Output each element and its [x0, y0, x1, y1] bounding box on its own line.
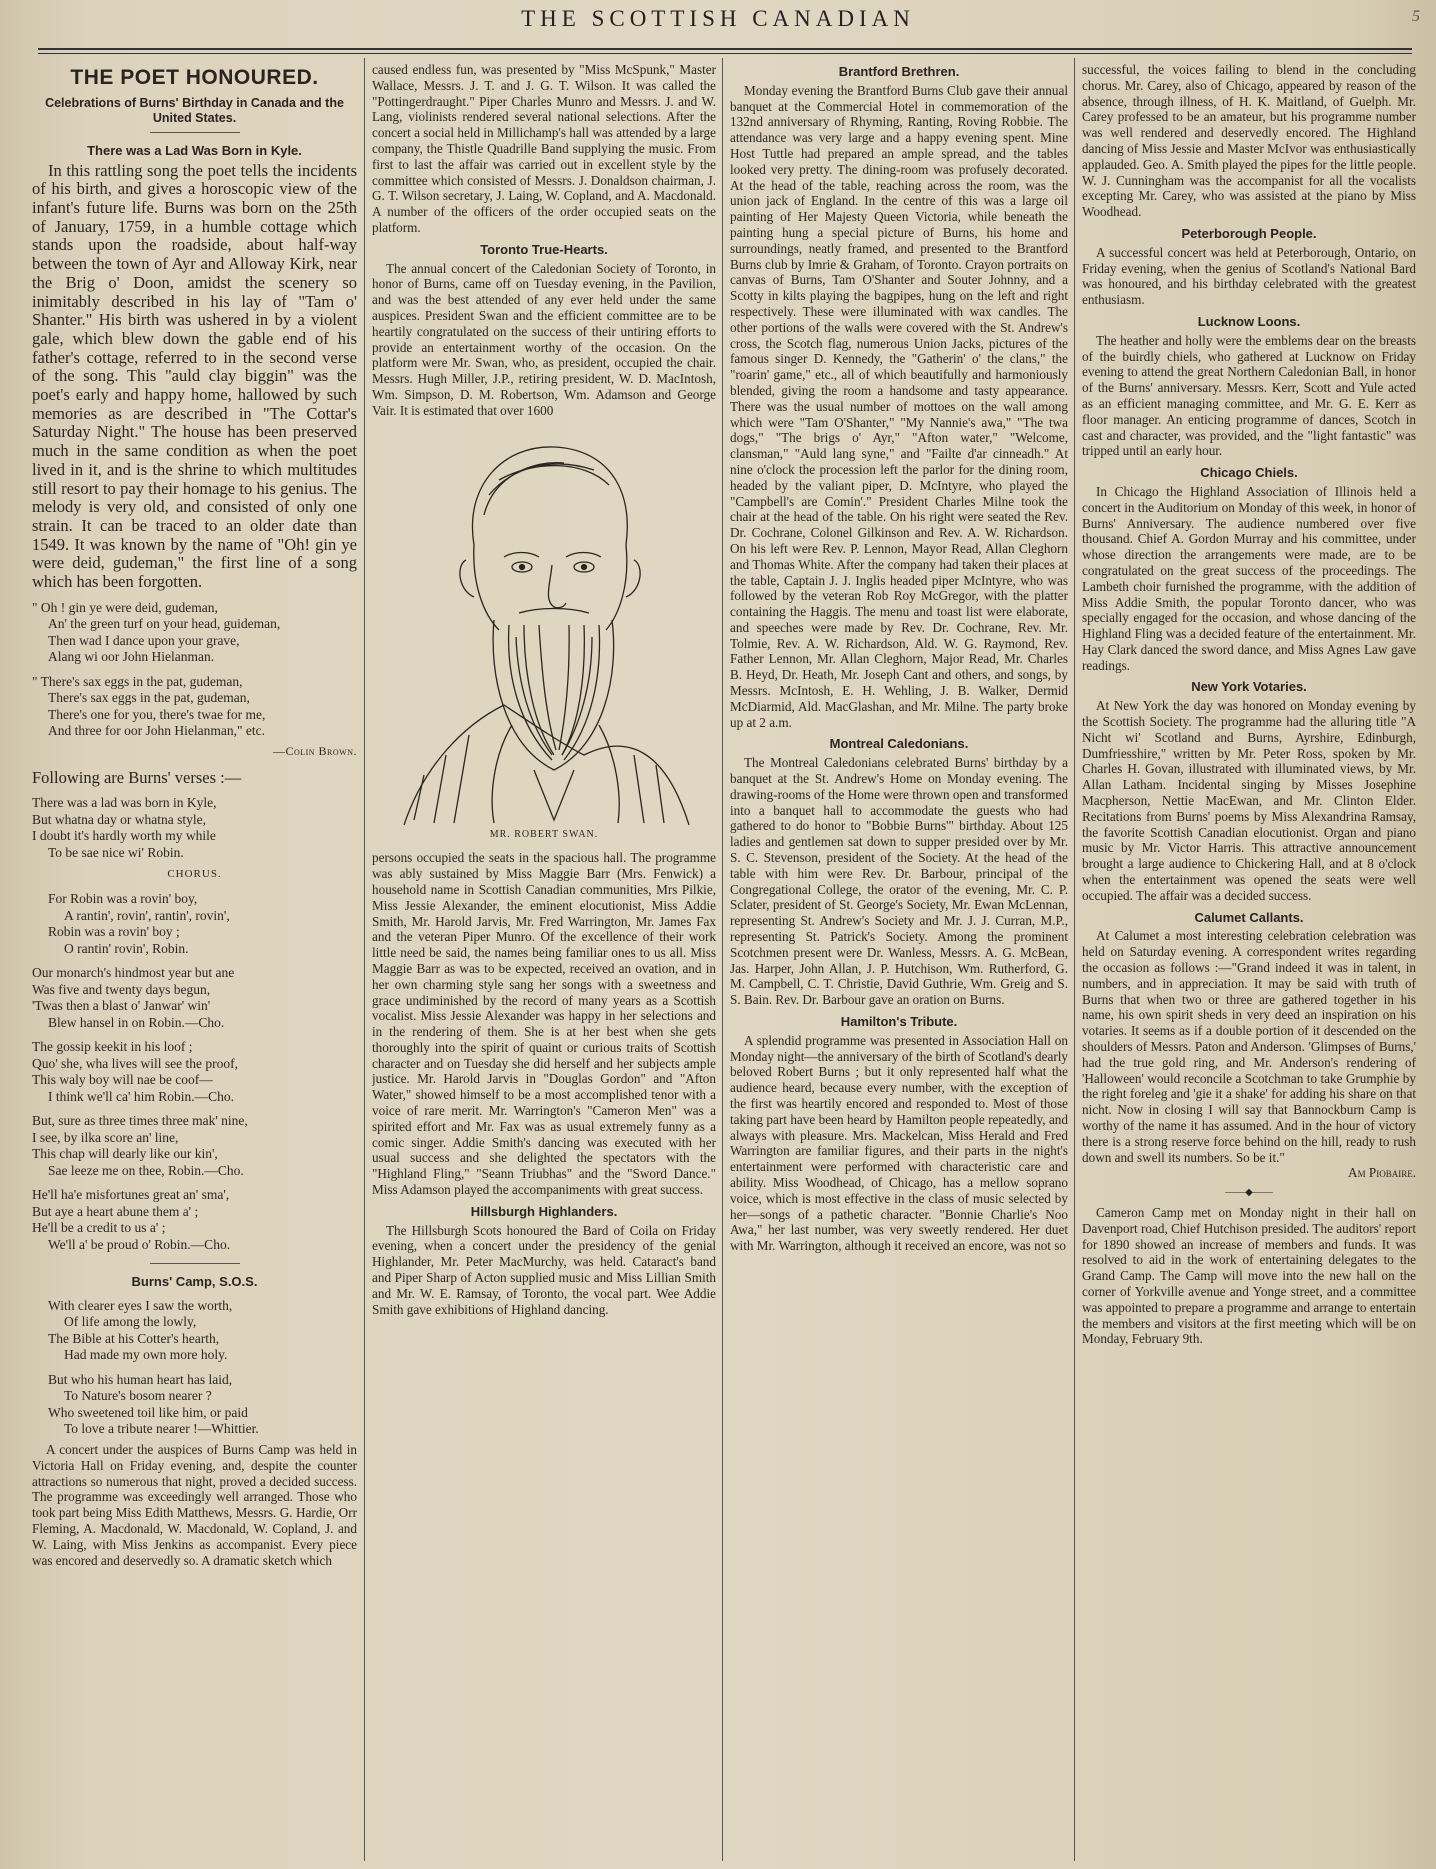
- column-rule: [364, 58, 365, 1861]
- article-paragraph: A successful concert was held at Peterborough, Ontario, on Friday evening, when the genius of Scotland's National Bard was honoured, and his birthday celebrated with the greatest enthusiasm.: [1082, 244, 1416, 308]
- section-heading: Chicago Chiels.: [1200, 465, 1298, 481]
- poem-stanza: The gossip keekit in his loof ; Quo' she, wha lives will see the proof, This waly boy will nae be coof— I think we'll ca' him Robin.—Cho.: [32, 1039, 239, 1104]
- column-3: [730, 62, 1068, 1861]
- section-heading: Lucknow Loons.: [1197, 313, 1301, 329]
- verse-attribution: —Colin Brown.: [272, 743, 357, 758]
- page-number: 5: [1412, 8, 1420, 25]
- article-paragraph: The heather and holly were the emblems dear on the breasts of the buirdly chiels, who gathered at Lucknow on Friday evening to attend the great Northern Caledonian Ball, in honor of the Burns' anniversary. Messrs. Kerr, Scott and Yule acted as an efficient managing committee, and Mr. G. E. Kerr as floor manager. An enticing programme of dances, Scotch in cast and character, was provided, and the "light fantastic" was tripped until an early hour.: [1082, 332, 1416, 459]
- article-paragraph: A concert under the auspices of Burns Camp was held in Victoria Hall on Friday evening, and, despite the counter attractions so numerous that night, proved a decided success. The programme was exceedingly well arranged. Those who took part being Miss Edith Matthews, Messrs. G. Hardie, Orr Fleming, A. Macdonald, W. Macdonald, W. Copland, J. and W. Laing, with Miss Jenkins as accompanist. Every piece was encored and deservedly so. A dramatic sketch which: [32, 1441, 357, 1568]
- correspondent-signoff: Am Piobaire.: [1348, 1165, 1416, 1181]
- article-paragraph: In Chicago the Highland Association of Illinois held a concert in the Auditorium on Monday of this week, in honor of Burns' Anniversary. The audience numbered over five thousand. Chief A. Gordon Murray and his committee, under whose direction the arrangements were made, are to be congratulated on the great success of the proceedings. The Lambeth choir furnished the programme, with the addition of Miss Addie Smith, the popular Toronto dancer, who was specially engaged for the occasion, and whose dancing of the Highland Fling was a decided feature of the entertainment. Mr. Hay Clark danced the sword dance, and Miss Agnes Law gave readings.: [1082, 483, 1416, 673]
- article-paragraph: persons occupied the seats in the spacious hall. The programme was ably sustained by Miss Maggie Barr (Mrs. Fenwick) a household name in Scottish Canadian communities, Mrs Pilkie, Miss Jessie Alexander, the eminent elocutionist, Miss Addie Smith, Mr. Harold Jarvis, Mr. Fred Warrington, Mr. James Fax and the veteran Piper Munro. Of the excellence of their work little need be said, the names being familiar ones to us all. Miss Maggie Barr as was to be expected, received an ovation, and in her own charming style sang her songs with a sweetness and grace undiminished by the record of many years as a Scottish vocalist. Miss Jessie Alexander was happy in her selections and in the rendering of them. She is at her best when she gets thoroughly into the spirit of quaint or curious traits of Scottish character and on Tuesday she did herself and her subjects ample justice. Mr. Harold Jarvis in "Douglas Gordon" and "Afton Water," showed himself to be a most accomplished tenor with a voice of rare merit. Mr. Warrington's "Cameron Men" was a spirited effort and Mr. Fax was as usual extremely funny as a comic singer. Addie Smith's dancing was executed with her usual success and she delighted the spectators with the "Highland Fling," "Seann Triubhas" and the "Sword Dance." Miss Adamson played the accompaniments with great success.: [372, 850, 716, 1198]
- column-rule: [1074, 58, 1075, 1861]
- column-1: [32, 62, 357, 1861]
- whittier-stanza: With clearer eyes I saw the worth, Of life among the lowly, The Bible at his Cotter's hearth, Had made my own more holy.: [48, 1297, 233, 1363]
- column-rule: [722, 58, 723, 1861]
- portrait-caption: MR. ROBERT SWAN.: [489, 828, 599, 840]
- section-heading: Hamilton's Tribute.: [840, 1014, 958, 1030]
- section-divider: [150, 1263, 240, 1264]
- poem-stanza: Our monarch's hindmost year but ane Was five and twenty days begun, 'Twas then a blast o' Janwar' win' Blew hansel in on Robin.—Cho.: [32, 965, 235, 1030]
- column-2: [372, 62, 716, 1861]
- article-paragraph: A splendid programme was presented in Association Hall on Monday night—the anniversary of the birth of Scotland's dearly beloved Robert Burns ; but it only represented half what the audience heard, because every number, with the exception of the first was heartily encored and responded to. Most of those taking part have been heard by Hamilton people repeatedly, and always with pleasure. Mrs. Mackelcan, Miss Herald and Fred Warrington are familiar figures, and their parts in the night's entertainment were performed with characteristic care and ability. Miss Woodhead, of Chicago, has a mellow soprano voice, which is most effective in the class of music selected by her—songs of a pathetic character. "Bonnie Charlie's Noo Awa," her last number, was very sweetly rendered. Her duet with Mr. Warrington, although it received an encore, was not so: [730, 1032, 1068, 1254]
- article-paragraph: caused endless fun, was presented by "Miss McSpunk," Master Wallace, Messrs. J. T. and J. G. T. Wilson. It was called the "Pottingerdraught." Piper Charles Munro and Messrs. J. and W. Lang, violinists rendered several national selections. After the concert a social held in Millichamp's hall was attended by a large company, the Thistle Quadrille Band supplying the music. From first to last the affair was carried out in excellent style by the committee which consisted of Messrs. J. Donaldson chairman, J. G. T. Wilson secretary, J. Laing, W. Copland, and A. Macdonald. A number of the officers of the order occupied seats on the platform.: [372, 62, 716, 235]
- section-heading: New York Votaries.: [1191, 679, 1307, 695]
- article-paragraph: Cameron Camp met on Monday night in their hall on Davenport road, Chief Hutchison presided. The auditors' report for 1890 showed an increase of members and funds. It was resolved to aid in the work of entertaining delegates to the Grand Camp. The Camp will move into the new hall on the corner of Yorkville avenue and Yonge street, and a committee was appointed to prepare a programme and arrange to entertain the members and visitors at the first meeting which will be on Monday, February 9th.: [1082, 1204, 1416, 1347]
- poem-stanza: He'll ha'e misfortunes great an' sma', But aye a heart abune them a' ; He'll be a credit to us a' ; We'll a' be proud o' Robin.—Cho.: [32, 1187, 231, 1252]
- section-heading: Brantford Brethren.: [838, 64, 960, 79]
- section-heading: Burns' Camp, S.O.S.: [131, 1274, 258, 1290]
- poem-stanza: But, sure as three times three mak' nine, I see, by ilka score an' line, This chap will dearly like our kin', Sae leeze me on thee, Robin.—Cho.: [32, 1113, 248, 1178]
- masthead: THE SCOTTISH CANADIAN: [521, 6, 915, 31]
- article-title: THE POET HONOURED.: [70, 66, 319, 89]
- song-verse: " Oh ! gin ye were deid, gudeman, An' the green turf on your head, guideman, Then wad I dance upon your grave, Alang wi oor John Hielanman.: [32, 599, 281, 665]
- header-rule-thin: [38, 53, 1412, 54]
- whittier-stanza: But who his human heart has laid, To Nature's bosom nearer ? Who sweetened toil like him, or paid To love a tribute nearer !—Whittier.: [48, 1371, 259, 1437]
- poem-chorus: For Robin was a rovin' boy, A rantin', rovin', rantin', rovin', Robin was a rovin' boy ; O rantin' rovin', Robin.: [48, 891, 230, 956]
- portrait-engraving: [372, 425, 716, 825]
- section-heading: Hillsburgh Highlanders.: [470, 1203, 618, 1219]
- lead-paragraph: In this rattling song the poet tells the incidents of his birth, and gives a horoscopic view of the infant's future life. Burns was born on the 25th of January, 1759, in a humble cottage which stands upon the roadside, about half-way between the town of Ayr and Alloway Kirk, near the Brig o' Doon, amidst the scenery so inimitably described in his lay of "Tam o' Shanter." His birth was ushered in by a violent gale, which blew down the gable end of his father's cottage, referred to in the second verse of the song. This "auld clay biggin" was the poet's early and happy home, hallowed by such memories as are described in "The Cottar's Saturday Night." The house has been preserved much in the same condition as when the poet lived in it, and is the shrine to which multitudes still resort to pay their homage to his genius. The melody is very old, and consisted of only one strain. It can be traced to an older date than 1549. It was known by the name of "Oh! gin ye were deid, gudeman," the first line of a song which has been forgotten.: [32, 160, 357, 592]
- verses-intro: Following are Burns' verses :—: [32, 767, 242, 787]
- poem-stanza: There was a lad was born in Kyle, But whatna day or whatna style, I doubt it's hardly worth my while To be sae nice wi' Robin.: [32, 795, 217, 860]
- article-paragraph: successful, the voices failing to blend in the concluding chorus. Mr. Carey, also of Chicago, appeared by reason of the absence, through illness, of H. K. Maitland, of Guelph. Mr. Carey professed to be an amateur, but his programme number was well rendered and deservedly encored. The Highland dancing of Miss Jessie and Master McIvor was enthusiastically applauded. Geo. A. Smith played the pipes for the little people. W. J. Cunningham was the accompanist for all the vocalists excepting Mr. Carey, who was assisted at the piano by Miss Woodhead.: [1082, 62, 1416, 220]
- section-heading: Montreal Caledonians.: [829, 736, 969, 752]
- song-verse: " There's sax eggs in the pat, gudeman, There's sax eggs in the pat, gudeman, There's one for you, there's twae for me, And three for oor John Hielanman," etc.: [32, 673, 266, 739]
- ornament-divider: ——◆——: [1225, 1187, 1273, 1199]
- section-heading: Toronto True-Hearts.: [480, 241, 608, 257]
- column-4: [1082, 62, 1416, 1861]
- article-paragraph: The Hillsburgh Scots honoured the Bard of Coila on Friday evening, when a concert under the presidency of the genial Highlander, Mr. Peter MacMurchy, was held. Cataract's band and Piper Sharp of Acton supplied music and Miss Lillian Smith and Mr. W. E. Ramsay, of Toronto, the vocal part. Wee Addie Smith gave exhibitions of Highland dancing.: [372, 1222, 716, 1317]
- article-paragraph: Monday evening the Brantford Burns Club gave their annual banquet at the Commercial Hotel in commemoration of the 132nd anniversary of Rhyming, Ranting, Roving Robbie. The attendance was very large and a happy evening spent. Mine Host Tuttle had prepared an ample spread, and the tables looked very pretty. The dining-room was profusely decorated. At the head of the table, reaching across the room, was the union jack of England. In the centre of this was a large oil painting of Her Majesty Queen Victoria, while beneath the painting hung a special picture of Burns, his home and surroundings, neatly framed, and presented to the Brantford Burns club by Imrie & Graham, of Toronto. Crayon portraits on canvas of Burns, Tam O'Shanter and Souter Johnny, and a Scotty in kilts playing the bagpipes, hung on the left and right respectively. These were illuminated with wax candles. The other portions of the walls were covered with the St. Andrew's cross, the Scotch flag, numerous Union Jacks, pictures of the famous singer D. Kennedy, the "Gatherin' o' the clans," the "roarin' game," etc., all of which beautifully and harmoniously blended, giving the room a handsome and tasty appearance. There was the usual number of mottoes on the wall among which were "Tam O'Shanter," "My Nannie's awa," "The twa dogs," "The brigs o' Ayr," "Afton water," "Welcome, clansman," "Auld lang syne," and "Failte d'ar cinneadh." At nine o'clock the procession left the parlor for the dining room, headed by the valiant piper, D. McIntyre, who played the "Campbell's are Comin'." President Charles Milne took the chair at the head of the table. On his right were seated the Rev. Dr. Cochrane, Colonel Gilkinson and Rev. A. W. Richardson. On his left were Rev. P. Lennon, Mayor Read, Allan Cleghorn and Thomas White. After the company had taken their places at the table, Captain J. J. Inglis headed piper McIntyre, who was followed by the veteran Rob Roy McGregor, with the platter containing the Haggis. The menu and toast list were elaborate, and speeches were made by Rev. Dr. Cochrane, Rev. Mr. Tolmie, Rev. A. W. Richardson, Ald. W. G. Raymond, Rev. Father Lennon, Mr. Allan Cleghorn, Major Read, Mr. Charles B. Heyd, Dr. Heath, Mr. Joseph Cant and others, and songs, by Messrs. McIntosh, E. H. Wehling, J. B. Walker, Dermid McDiarmid, Ald. MacGlashan, and Mr. Milne. The party broke up at 2 a.m.: [730, 82, 1068, 730]
- article-paragraph: The Montreal Caledonians celebrated Burns' birthday by a banquet at the St. Andrew's Home on Monday evening. The drawing-rooms of the Home were thrown open and transformed into a banquet hall to accommodate the guests who had gathered to do honor to "Bobbie Burns'" birthday. About 125 ladies and gentlemen sat down to supper presided over by Mr. S. C. Stevenson, president of the Society. At the head of the table with him were Rev. Dr. Barbour, principal of the Congregational College, the orator of the evening, Mr. C. P. Sclater, president of St. George's Society, Mr. Ewan McLennan, representing St. Andrew's Society and Mr. J. J. Curran, M.P., representing St. Patrick's Society. Among the prominent Scotchmen present were Dr. Wanless, Messrs. A. G. McBean, Jas. Harper, John Allan, J. P. Hutchison, Wm. Rutherford, G. M. Campbell, C. T. Christie, David Guthrie, Wm. Greig and S. S. Bain. Rev. Dr. Barbour gave an oration on Burns.: [730, 755, 1068, 1008]
- article-paragraph: At New York the day was honored on Monday evening by the Scottish Society. The programme had the alluring title "A Nicht wi' Scotland and Burns, Ayrshire, Edinburgh, Dumfriesshire," written by Mr. Peter Ross, spoken by Mr. Charles H. Govan, illustrated with illuminated views, by Mr. Allan Latham. Incidental singing by Misses Josephine Macpherson, Nettie MacEwan, and Mr. Clinton Elder. Recitations from Burns' poems by Miss Alexandrina Ramsay, the favorite Scottish Canadian elocutionist. Organ and piano music by Mr. Victor Harris. This attractive announcement brought a large audience to Chickering Hall, and at 8 o'clock when the entertainment was opened the seats were well occupied. The affair was a decided success.: [1082, 698, 1416, 903]
- article-subtitle: Celebrations of Burns' Birthday in Canada and the United States.: [45, 95, 344, 125]
- article-paragraph: At Calumet a most interesting celebration celebration was held on Saturday evening. A correspondent writes regarding the occasion as follows :—"Grand indeed it was in talent, in numbers, and in appreciation. It may be said with truth of Burns that when two or three are gathered together in his name, his own spirit sheds in very deed an inspiration on his votaries. It seems as if a double portion of it descended on the shoulders of Messrs. Paton and Anderson. 'Glimpses of Burns,' had the true gold ring, and Mr. Anderson's rendering of 'Halloween' would reconcile a Scotchman to take Grumphie by the right foreleg and 'gie it a shake' for adding his share on that nicht. Now in closing I will say that Bannockburn Camp is worthy of the name it has assumed. And in the hour of victory there is a strong reserve force behind on the hill, ready to rush down and swell its numbers. So be it.": [1082, 928, 1416, 1165]
- header-rule: [38, 48, 1412, 50]
- section-divider: [150, 132, 240, 133]
- section-heading: Peterborough People.: [1181, 225, 1317, 241]
- robert-swan-portrait: [394, 425, 694, 825]
- section-heading: There was a Lad Was Born in Kyle.: [87, 142, 302, 158]
- section-heading: Calumet Callants.: [1194, 909, 1304, 925]
- article-paragraph: The annual concert of the Caledonian Society of Toronto, in honor of Burns, came off on Tuesday evening, in the Pavilion, and was the best attended of any ever held under the same auspices. President Swan and the efficient committee are to be heartily congratulated on the success of their untiring efforts to provide an entertainment worthy of the occasion. On the platform were Mr. Swan, who, as president, occupied the chair. Messrs. Hugh Miller, J.P., retiring president, W. D. MacIntosh, Wm. Simpson, D. M. Robertson, Wm. Adamson and George Vair. It is estimated that over 1600: [372, 260, 716, 418]
- chorus-label: CHORUS.: [167, 868, 222, 881]
